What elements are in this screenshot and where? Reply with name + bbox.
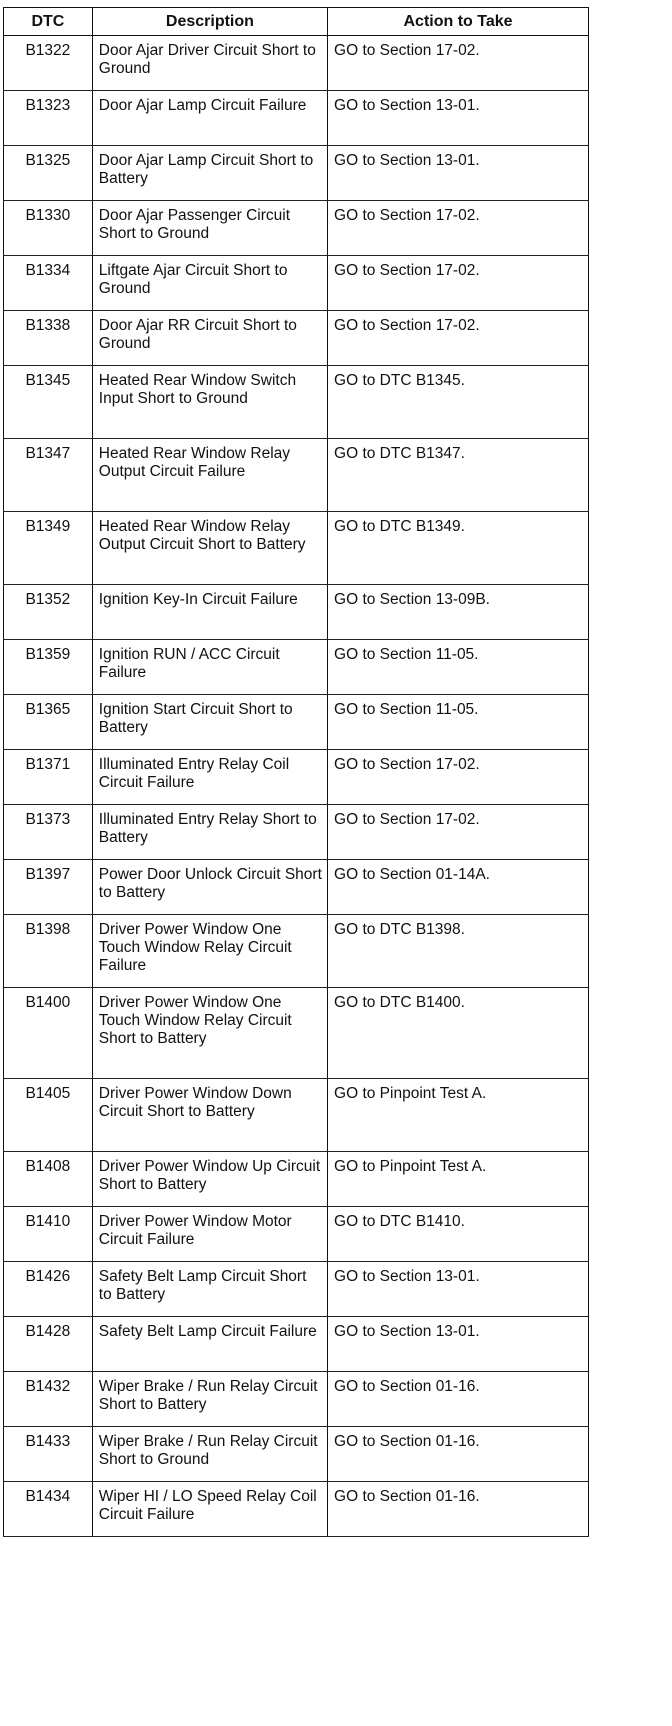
- dtc-description: Ignition Start Circuit Short to Battery: [92, 695, 327, 750]
- dtc-code: B1432: [4, 1372, 93, 1427]
- dtc-code: B1365: [4, 695, 93, 750]
- dtc-code: B1359: [4, 640, 93, 695]
- table-row: [4, 695, 589, 750]
- dtc-description: Heated Rear Window Relay Output Circuit Failure: [92, 439, 327, 512]
- dtc-code: B1330: [4, 201, 93, 256]
- dtc-action: GO to Pinpoint Test A.: [328, 1079, 589, 1152]
- dtc-description: Door Ajar Lamp Circuit Failure: [92, 91, 327, 146]
- dtc-action: GO to Section 01-16.: [328, 1372, 589, 1427]
- dtc-action: GO to Section 17-02.: [328, 256, 589, 311]
- dtc-action: GO to Section 17-02.: [328, 311, 589, 366]
- dtc-action: GO to DTC B1349.: [328, 512, 589, 585]
- dtc-action: GO to DTC B1410.: [328, 1207, 589, 1262]
- dtc-code: B1325: [4, 146, 93, 201]
- dtc-code: B1405: [4, 1079, 93, 1152]
- table-row: [4, 439, 589, 512]
- dtc-description: Door Ajar RR Circuit Short to Ground: [92, 311, 327, 366]
- table-row: [4, 640, 589, 695]
- dtc-action: GO to Section 13-09B.: [328, 585, 589, 640]
- dtc-action: GO to Section 13-01.: [328, 91, 589, 146]
- dtc-code: B1408: [4, 1152, 93, 1207]
- dtc-action: GO to DTC B1398.: [328, 915, 589, 988]
- dtc-description: Safety Belt Lamp Circuit Failure: [92, 1317, 327, 1372]
- dtc-description: Power Door Unlock Circuit Short to Battery: [92, 860, 327, 915]
- dtc-table: [3, 7, 589, 1537]
- table-row: [4, 805, 589, 860]
- dtc-action: GO to Section 17-02.: [328, 805, 589, 860]
- table-row: [4, 1317, 589, 1372]
- dtc-description: Driver Power Window Down Circuit Short to Battery: [92, 1079, 327, 1152]
- table-row: [4, 36, 589, 91]
- dtc-action: GO to Section 01-16.: [328, 1427, 589, 1482]
- dtc-action: GO to Section 13-01.: [328, 1317, 589, 1372]
- dtc-description: Door Ajar Lamp Circuit Short to Battery: [92, 146, 327, 201]
- dtc-description: Safety Belt Lamp Circuit Short to Battery: [92, 1262, 327, 1317]
- table-row: [4, 860, 589, 915]
- dtc-action: GO to DTC B1400.: [328, 988, 589, 1079]
- table-row: [4, 512, 589, 585]
- dtc-description: Wiper HI / LO Speed Relay Coil Circuit Failure: [92, 1482, 327, 1537]
- dtc-action: GO to Section 17-02.: [328, 36, 589, 91]
- header-action: Action to Take: [328, 8, 589, 36]
- header-description: Description: [92, 8, 327, 36]
- dtc-description: Liftgate Ajar Circuit Short to Ground: [92, 256, 327, 311]
- dtc-description: Ignition Key-In Circuit Failure: [92, 585, 327, 640]
- dtc-description: Door Ajar Passenger Circuit Short to Ground: [92, 201, 327, 256]
- dtc-action: GO to Section 13-01.: [328, 146, 589, 201]
- dtc-action: GO to Section 13-01.: [328, 1262, 589, 1317]
- dtc-description: Driver Power Window One Touch Window Relay Circuit Short to Battery: [92, 988, 327, 1079]
- dtc-code: B1338: [4, 311, 93, 366]
- dtc-description: Wiper Brake / Run Relay Circuit Short to Battery: [92, 1372, 327, 1427]
- dtc-code: B1371: [4, 750, 93, 805]
- dtc-action: GO to Section 17-02.: [328, 750, 589, 805]
- dtc-description: Driver Power Window Up Circuit Short to Battery: [92, 1152, 327, 1207]
- dtc-description: Illuminated Entry Relay Coil Circuit Failure: [92, 750, 327, 805]
- dtc-description: Ignition RUN / ACC Circuit Failure: [92, 640, 327, 695]
- dtc-code: B1352: [4, 585, 93, 640]
- dtc-code: B1345: [4, 366, 93, 439]
- header-dtc: DTC: [4, 8, 93, 36]
- dtc-description: Wiper Brake / Run Relay Circuit Short to Ground: [92, 1427, 327, 1482]
- dtc-action: GO to Section 17-02.: [328, 201, 589, 256]
- dtc-description: Driver Power Window Motor Circuit Failure: [92, 1207, 327, 1262]
- dtc-code: B1397: [4, 860, 93, 915]
- dtc-description: Heated Rear Window Switch Input Short to Ground: [92, 366, 327, 439]
- dtc-code: B1428: [4, 1317, 93, 1372]
- dtc-code: B1373: [4, 805, 93, 860]
- table-row: [4, 915, 589, 988]
- table-row: [4, 1152, 589, 1207]
- table-row: [4, 1372, 589, 1427]
- table-row: [4, 988, 589, 1079]
- dtc-action: GO to Section 01-16.: [328, 1482, 589, 1537]
- dtc-code: B1349: [4, 512, 93, 585]
- dtc-action: GO to Pinpoint Test A.: [328, 1152, 589, 1207]
- dtc-code: B1347: [4, 439, 93, 512]
- dtc-description: Heated Rear Window Relay Output Circuit Short to Battery: [92, 512, 327, 585]
- table-row: [4, 1427, 589, 1482]
- table-row: [4, 1207, 589, 1262]
- table-row: [4, 146, 589, 201]
- dtc-code: B1323: [4, 91, 93, 146]
- dtc-code: B1400: [4, 988, 93, 1079]
- table-header-row: [4, 8, 589, 36]
- dtc-code: B1410: [4, 1207, 93, 1262]
- table-row: [4, 311, 589, 366]
- dtc-action: GO to Section 11-05.: [328, 640, 589, 695]
- dtc-code: B1398: [4, 915, 93, 988]
- table-row: [4, 1262, 589, 1317]
- dtc-code: B1334: [4, 256, 93, 311]
- table-row: [4, 750, 589, 805]
- dtc-description: Illuminated Entry Relay Short to Battery: [92, 805, 327, 860]
- dtc-code: B1433: [4, 1427, 93, 1482]
- dtc-code: B1426: [4, 1262, 93, 1317]
- table-row: [4, 1079, 589, 1152]
- dtc-description: Door Ajar Driver Circuit Short to Ground: [92, 36, 327, 91]
- dtc-description: Driver Power Window One Touch Window Relay Circuit Failure: [92, 915, 327, 988]
- table-row: [4, 585, 589, 640]
- table-row: [4, 91, 589, 146]
- table-row: [4, 1482, 589, 1537]
- dtc-code: B1434: [4, 1482, 93, 1537]
- dtc-action: GO to Section 01-14A.: [328, 860, 589, 915]
- dtc-code: B1322: [4, 36, 93, 91]
- table-row: [4, 366, 589, 439]
- dtc-action: GO to DTC B1345.: [328, 366, 589, 439]
- table-row: [4, 256, 589, 311]
- dtc-action: GO to Section 11-05.: [328, 695, 589, 750]
- table-row: [4, 201, 589, 256]
- dtc-action: GO to DTC B1347.: [328, 439, 589, 512]
